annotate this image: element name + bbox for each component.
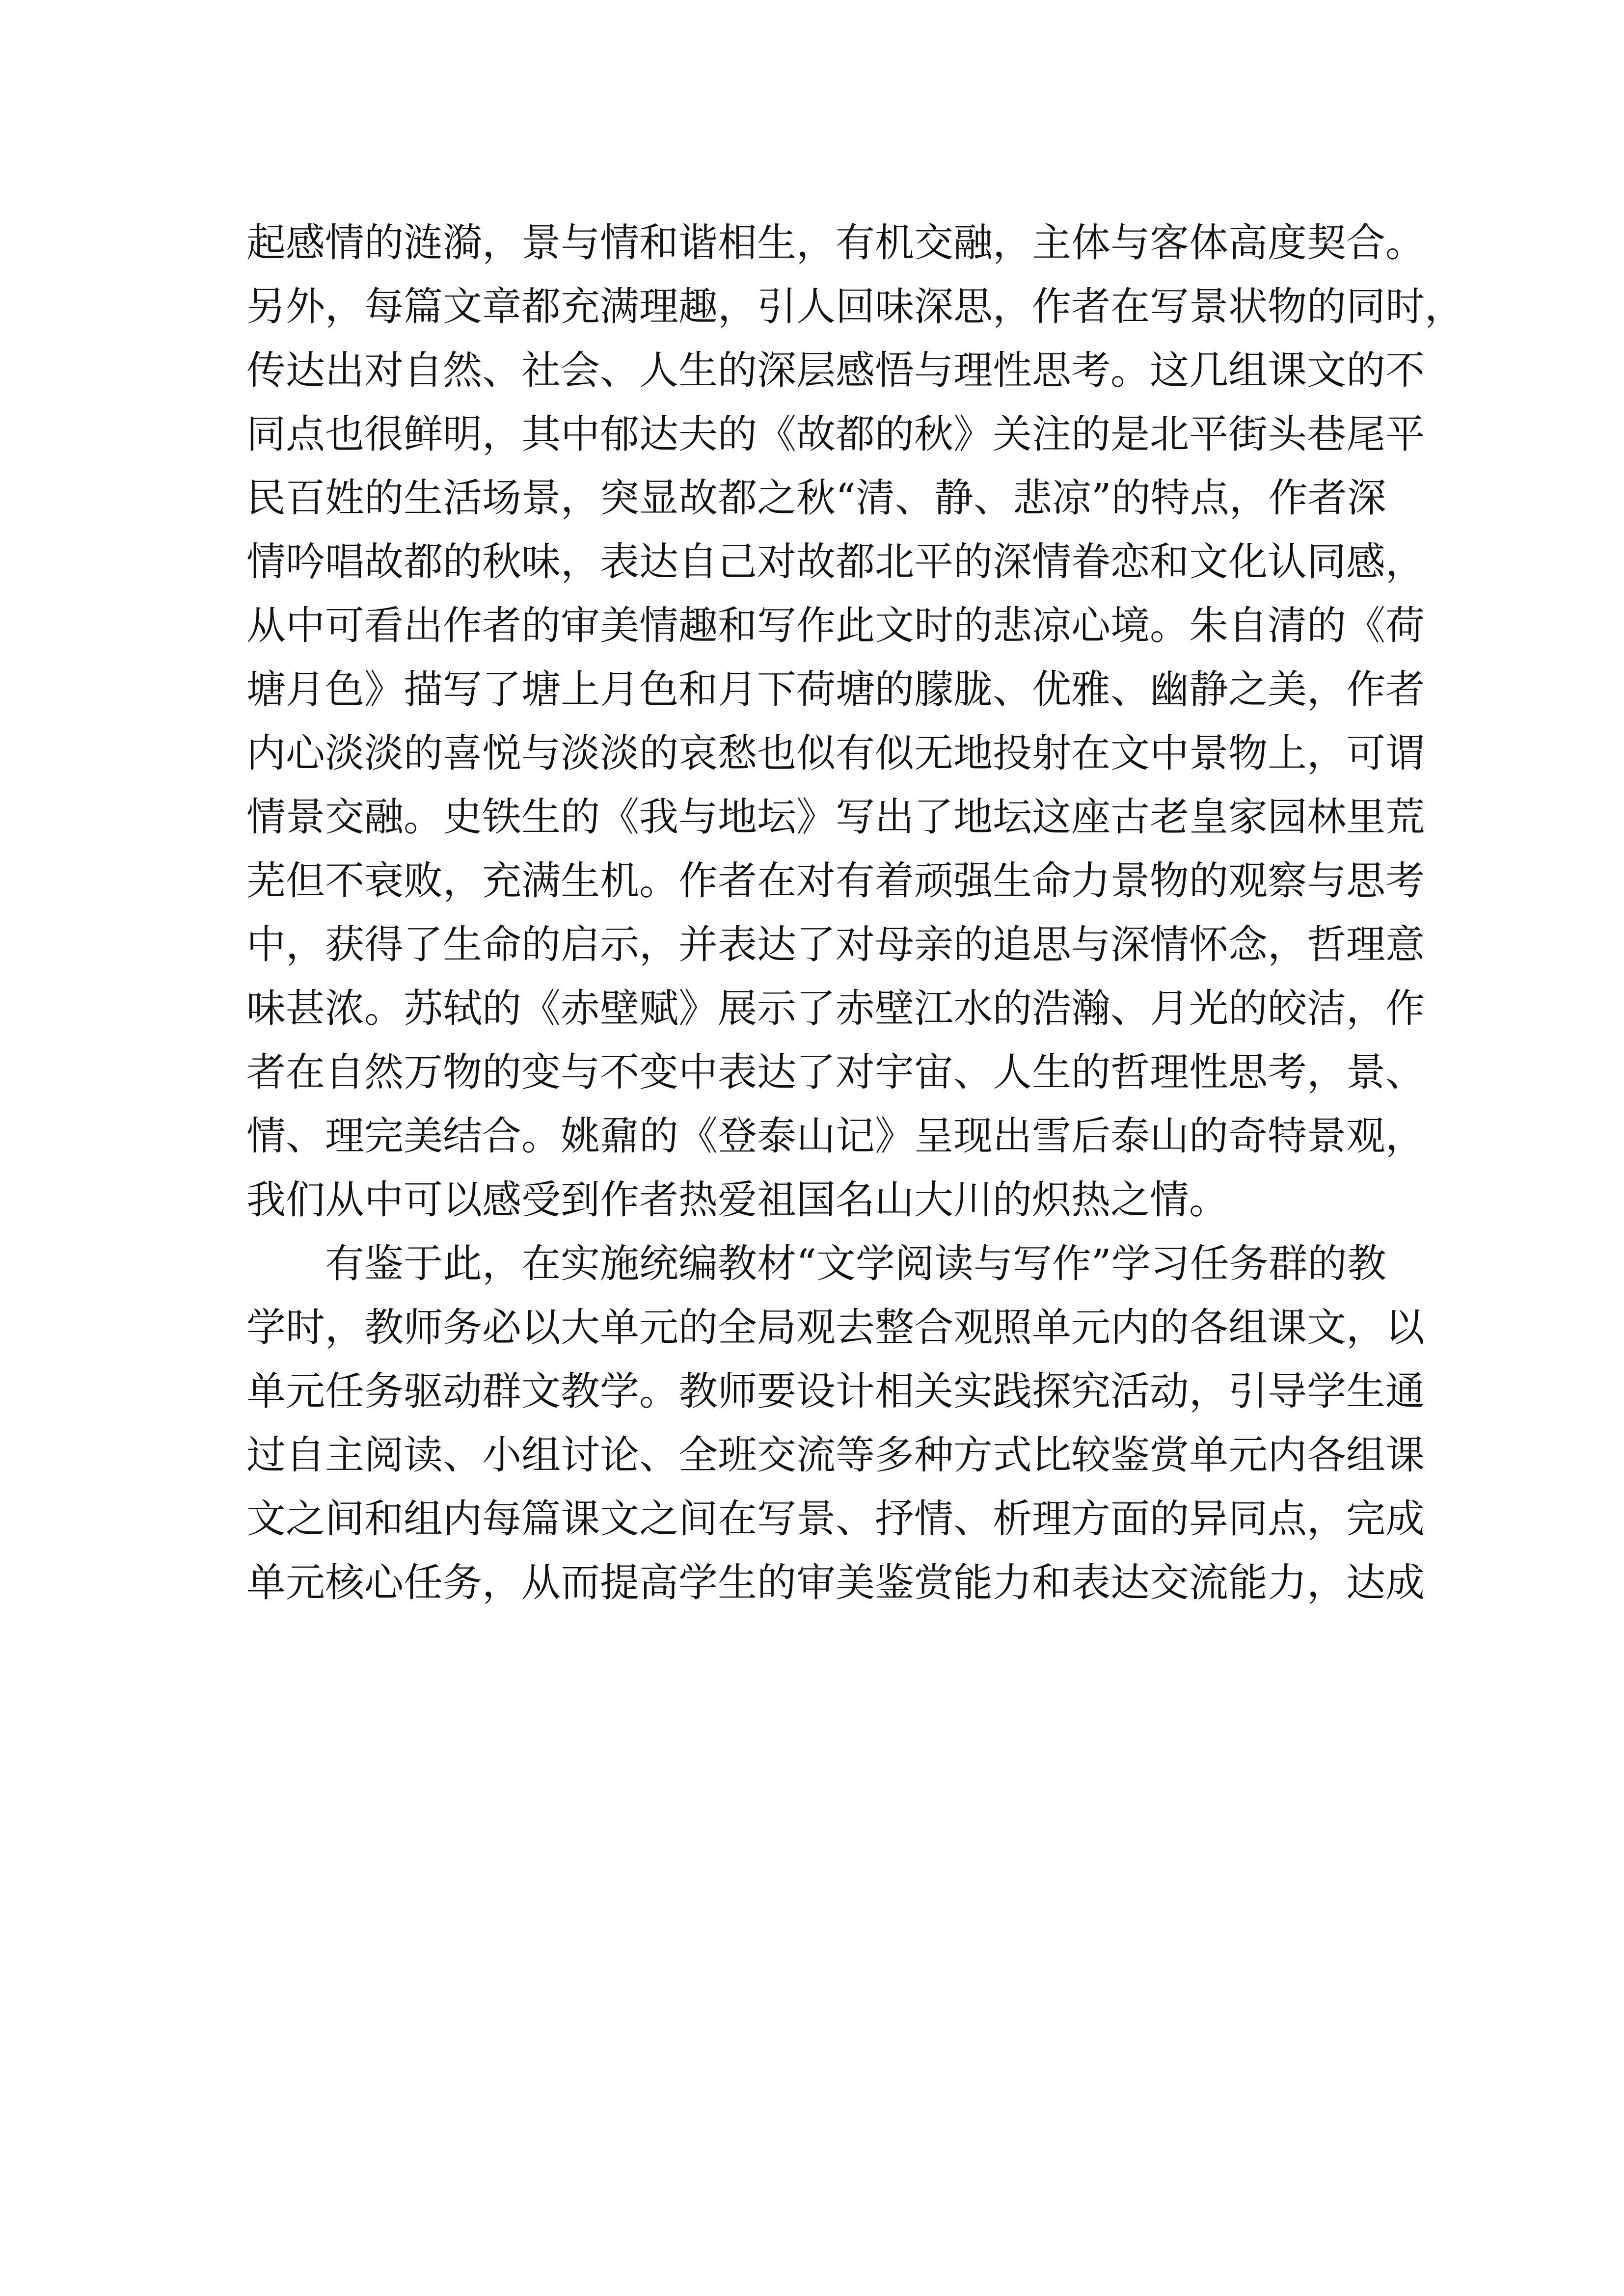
paragraph-1-line-11: 芜但不衰败，充满生机。作者在对有着顽强生命力景物的观察与思考 bbox=[246, 858, 1425, 904]
paragraph-1-line-9: 内心淡淡的喜悦与淡淡的哀愁也似有似无地投射在文中景物上，可谓 bbox=[246, 730, 1425, 776]
paragraph-1-line-7: 从中可看出作者的审美情趣和写作此文时的悲凉心境。朱自清的《荷 bbox=[246, 603, 1425, 648]
paragraph-2-line-2: 学时，教师务必以大单元的全局观去整合观照单元内的各组课文，以 bbox=[246, 1305, 1425, 1350]
paragraph-1-line-5: 民百姓的生活场景，突显故都之秋“清、静、悲凉”的特点，作者深 bbox=[246, 475, 1386, 521]
paragraph-1-line-14: 者在自然万物的变与不变中表达了对宇宙、人生的哲理性思考，景、 bbox=[246, 1049, 1425, 1095]
paragraph-1-line-10: 情景交融。史铁生的《我与地坛》写出了地坛这座古老皇家园林里荒 bbox=[246, 794, 1425, 840]
paragraph-1-line-8: 塘月色》描写了塘上月色和月下荷塘的朦胧、优雅、幽静之美，作者 bbox=[246, 667, 1425, 712]
paragraph-1-line-13: 味甚浓。苏轼的《赤壁赋》展示了赤壁江水的浩瀚、月光的皎洁，作 bbox=[246, 986, 1425, 1031]
paragraph-1-line-4: 同点也很鲜明，其中郁达夫的《故都的秋》关注的是北平街头巷尾平 bbox=[246, 411, 1425, 457]
paragraph-2-line-3: 单元任务驱动群文教学。教师要设计相关实践探究活动，引导学生通 bbox=[246, 1368, 1425, 1414]
paragraph-1-line-2: 另外，每篇文章都充满理趣，引人回味深思，作者在写景状物的同时， bbox=[246, 284, 1464, 329]
paragraph-1-line-1: 起感情的涟漪，景与情和谐相生，有机交融，主体与客体高度契合。 bbox=[246, 220, 1425, 266]
paragraph-1-line-15: 情、理完美结合。姚鼐的《登泰山记》呈现出雪后泰山的奇特景观， bbox=[246, 1113, 1425, 1159]
paragraph-1-line-12: 中，获得了生命的启示，并表达了对母亲的追思与深情怀念，哲理意 bbox=[246, 922, 1425, 967]
paragraph-1-line-3: 传达出对自然、社会、人生的深层感悟与理性思考。这几组课文的不 bbox=[246, 347, 1425, 393]
paragraph-2-line-6: 单元核心任务，从而提高学生的审美鉴赏能力和表达交流能力，达成 bbox=[246, 1560, 1425, 1605]
paragraph-2-line-5: 文之间和组内每篇课文之间在写景、抒情、析理方面的异同点，完成 bbox=[246, 1496, 1425, 1542]
paragraph-2-line-4: 过自主阅读、小组讨论、全班交流等多种方式比较鉴赏单元内各组课 bbox=[246, 1432, 1425, 1478]
paragraph-1-line-6: 情吟唱故都的秋味，表达自己对故都北平的深情眷恋和文化认同感， bbox=[246, 539, 1425, 585]
paragraph-1-line-16: 我们从中可以感受到作者热爱祖国名山大川的炽热之情。 bbox=[246, 1177, 1228, 1223]
paragraph-2-line-1: 有鉴于此，在实施统编教材“文学阅读与写作”学习任务群的教 bbox=[325, 1241, 1386, 1286]
